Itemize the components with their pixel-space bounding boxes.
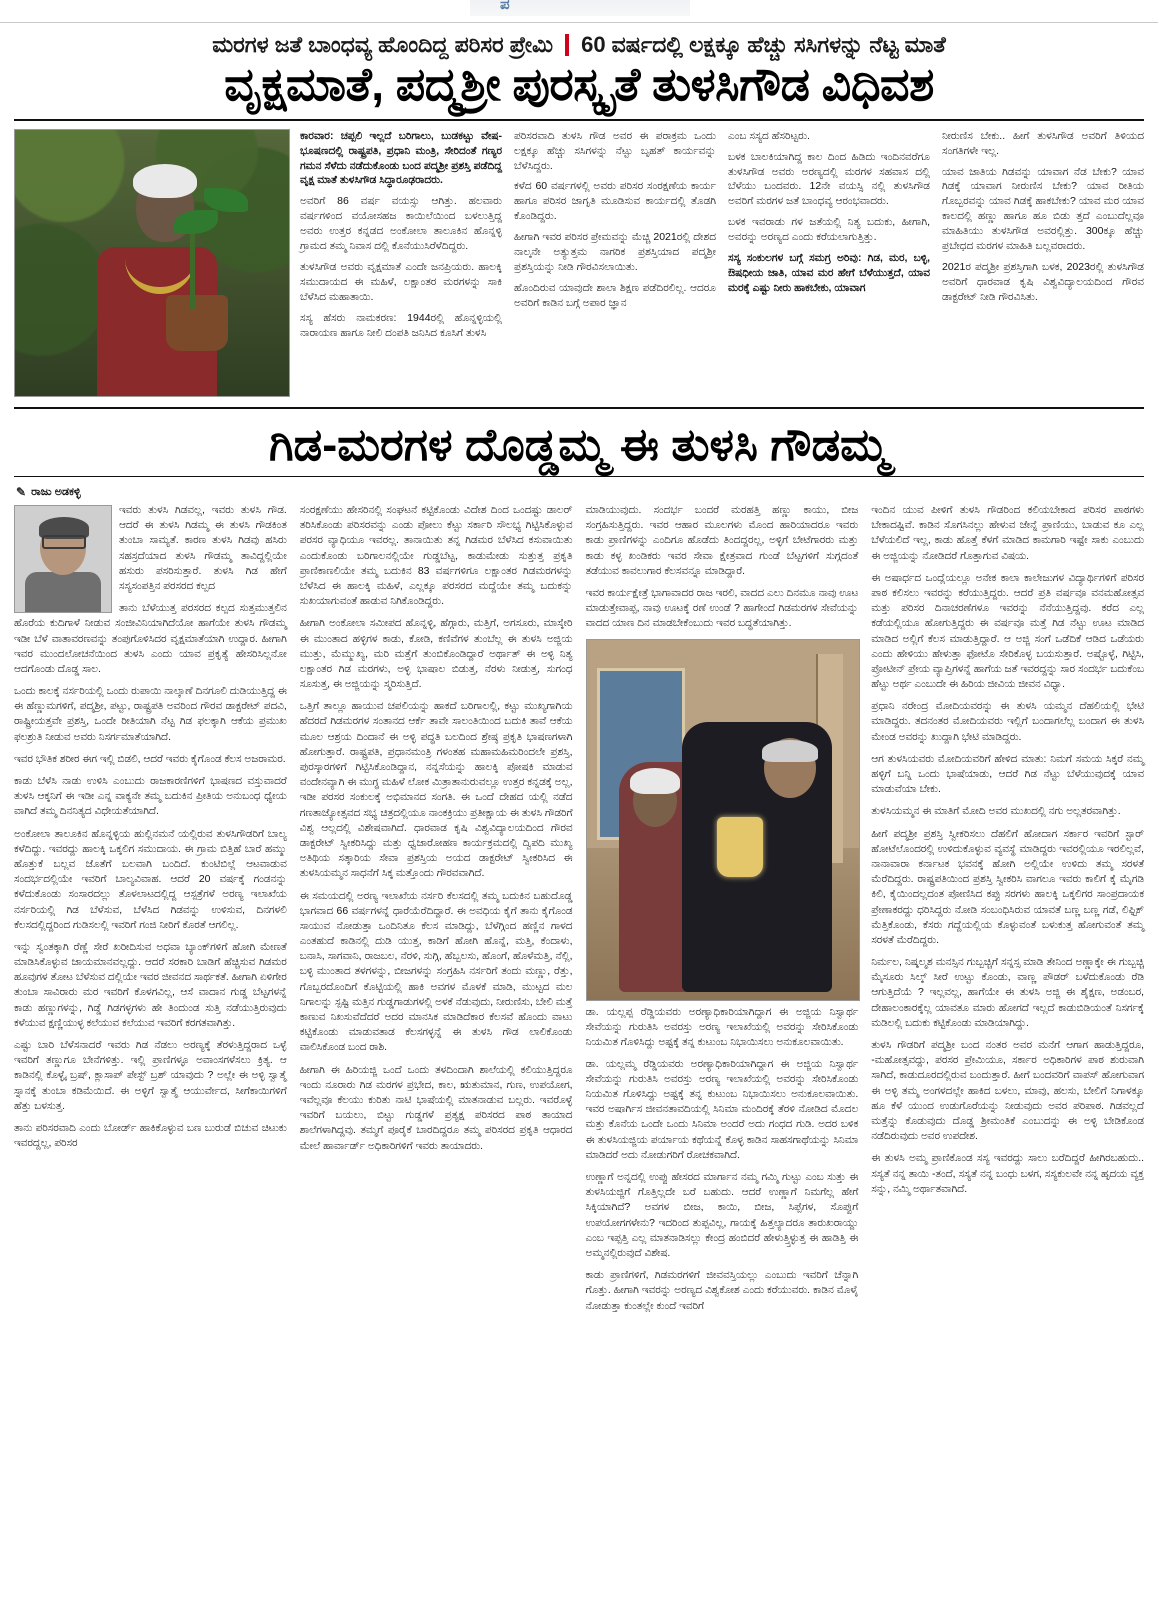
paragraph: ಹೀಗೆ ಪದ್ಮಶ್ರೀ ಪ್ರಶಸ್ತಿ ಸ್ವೀಕರಿಸಲು ದೆಹಲಿಗೆ ಹೋದಾಗ ಸರ್ಕಾರ ಇವರಿಗೆ ಸ್ಟಾರ್ ಹೋಟೆಲೊಂದರಲ್ಲಿ ಉಳಿದುಕೊಳ್ಳುವ ವ್ಯವಸ್ಥೆ ಮಾಡಿದ್ದರು ಇವರಲ್ಲಿಯೂ ಇರಲಿಲ್ಲವೆ, ನಾನಾವಾರಾ ಕರ್ನಾಟಕ ಭವನಕ್ಕೆ ಹೋಗಿ ಅಲ್ಲಿಯೇ ಉಳಿದು ತಮ್ಮ ಸರಳತೆ ಮೆರೆದಿದ್ದರು. ರಾಷ್ಟ್ರಪತಿಯಿಂದ ಪ್ರಶಸ್ತಿ ಸ್ವೀಕರಿಸಿ ವಾಗಲೂ ಇವರು ಕಾಲಿಗೆ ಕ್ಕೆ ಮೈಗಡಿ ಕಿಲಿ, ಕೈಯಿಂದಲ್ಲದಂತ ಪೋಣಿಸಿದ ಕಪ್ಪು ಸರಗಳು ಹಾಲಕ್ಕಿ ಒಕ್ಕಲಿಗರ ಸಾಂಪ್ರದಾಯಕ ಪ್ರೇಣಾಕರದ್ದು ಧರಿಸಿದ್ದರು ನೋಡಿ ಸಂಬಂಧಿಸಿರುವ ಯಾವತೆ ಬಣ್ಣ ಬಣ್ಣ ಗಡೆ, ಲಿಫ್ಟಿಕ್ ಮೆತ್ತಿಕೊಂಡು, ಕೆಸರು ಗದ್ದೆಯಲ್ಲಿಯ ಕೊಳ್ಳುವಂತೆ ಬಳುಕುತ್ತ ಹೋಗುವಂತೆ ತಮ್ಮ ಸರಳತೆ ಮೆರೆದಿದ್ದರು. [871,828,1144,946]
portrait-body [25,572,101,613]
kicker-left-text: ಮರಗಳ ಜತೆ ಬಾಂಧವ್ಯ ಹೊಂದಿದ್ದ ಪರಿಸರ ಪ್ರೇಮಿ [212,32,554,57]
paragraph: ನಿರ್ಮಲ, ನಿಷ್ಕಲ್ಮಶ ಮನಸ್ಸಿನ ಗುಬ್ಬಚ್ಚಿಗೆ ಸನ್ನಸ್ಸ ಮಾಡಿ ತೇನಿಂದ ಅಣ್ಣಾಕ್ಕೇ ಈ ಗುಬ್ಬಚ್ಚಿ ಮೈಸೂರು ಸಿಲ್ಕ್ ಸೀರೆ ಉಟ್ಟು ಕೊಂಡು, ವಾಣ್ಣ ಪೌಡರ್ ಬಳೆದುಕೊಂಡು ರೆಡಿ ಆಗುತ್ತಿದೆಯೆ ? ಇಲ್ಲವಲ್ಲ, ಹಾಗೆಯೇ ಈ ತುಳಸಿ ಅಜ್ಜಿ ಈ ಶೈಕ್ಷಣ, ಅಡಂಬರ, ದೇಹಾಲಂಕಾರಕ್ಕೆಲ್ಲ ಯಾವತೂ ಮಾರು ಹೋಗದೆ ಇಲ್ಲದೆ ಕಾಡುಬಿಡಿಯಂತೆ ನಿಸರ್ಗಕ್ಕೆ ಮಡಿಲಲ್ಲಿ ಬದುಕು ಕಟ್ಟಿಕೊಂಡು ಮಾಡಿಯಾಗಿದ್ದು. [871,957,1144,1029]
paragraph: ಕಾಡು ಬೆಳೆಸಿ ನಾಡು ಉಳಿಸಿ ಎಂಬುದು ರಾಜಕಾರಣಿಗಳಿಗೆ ಭಾಷಣದ ವಸ್ತುವಾದರೆ ತುಳಸಿ ಆಕ್ಕನಿಗೆ ಈ ಇಡೀ ಎನ್ನ ವಾಕ್ಯನೇ ತಮ್ಮ ಬದುಕಿನ ಪ್ರೀತಿಯ ಅನುಬಂಧ ಧ್ಯೇಯ ವಾಗಿದೆ ತಮ್ಮ ದಿನನಿತ್ಯದ ವಿಧೇಯತೆಯಾಗಿದೆ. [14,776,287,818]
paragraph: ಇನ್ನು ಸ್ವಂತಕ್ಕಾಗಿ ರೆಣ್ಣೆ ಸೇರೆ ಖರೀದಿಸುವ ಅಧವಾ ಬ್ಯಾಂಕ್‌ಗಳಿಗೆ ಹೋಗಿ ಮೇಣತೆ ಮಾಡಿಸಿಕೊಳ್ಳುವ ಜಾಯಮಾನವಲ್ಲದ್ದು. ಆದರೆ ಸರಕಾರಿ ಬಾಡಿಗೆ ಹೆಚ್ಚಿಸುವ ಗಿಡಮರ ಹೂವುಗಳ ತೋಟ ಬೆಳೆಸುವ ದಲ್ಲಿಯೇ ಇವರ ಜೀವನದ ಸಾರ್ಥಕತೆ. ಹೀಗಾಗಿ ಏಳಿಗೇರ ತುಂಬಾ ಸಾವಿರಾರು ಮರ ಇವರಿಗೆ ಕೊಳಗವಿಲ್ಲ, ಆಸೆ ವಾದಾನ ಗುಡ್ಡ ಬೆಟ್ಟಗಳನ್ನೆ ಕಾಡು ಹಣ್ಣುಗಳನ್ನು, ಗಿಡ್ಡೆ ಗಿಡಗಳ್ಳಗಳು ಹೇ ತಿಂದುಂಡ ಸುತ್ತಿ ನಡೆಯುತ್ತಿರುವುದು ಕಳೆಯುವ ಕ್ಷಣ್ಣಿಯುಳ್ಳ ಕಲೆಯುವ ಕಲೆಯುವ ಇವರಿಗೆ ಕರಗತವಾಗಿತ್ತು. [14,941,287,1029]
paragraph: ಒಂದು ಕಾಲಕ್ಕೆ ನರ್ಸರಿಯಲ್ಲಿ ಒಂದು ರುಪಾಯಿ ನಾಲ್ಕಾಣೆ ದಿನಗೂಲಿ ದುಡಿಯುತ್ತಿದ್ದ ಈ ಈ ಹೆಣ್ಣುಮಗಳಿಗೆ, ಪದ್ಮಶ್ರೀ, ಪಟ್ಟು, ರಾಷ್ಟ್ರಪತಿ ಅವರಿಂದ ಗೌರವ ಡಾಕ್ಟರೇಟ್ ಪದವಿ, ರಾಷ್ಟ್ರೀಯತ್ತವೇ ಪ್ರಶಸ್ತಿ, ಒಂದೇ ರೀತಿಯಾಗಿ ನೆಟ್ಟ ಗಿಡ ಫಲಕ್ಕಾಗಿ ಆಕೆಯ ಪ್ರಮುಖ ಫಲಶ್ರುತಿ ನೀಡುವ ಅವರು ನಿಸರ್ಗಮಾತೆಯಾಗಿದೆ. [14,686,287,743]
paragraph: ಬಳಕ ಇವರಾಡು ಗಳ ಜತೆಯಲ್ಲಿ ನಿತ್ಯ ಬದುಕು, ಹೀಗಾಗಿ, ಅವರನ್ನು ಅರಣ್ಯದ ಎಂದು ಕರೆಯಲಾಗುತ್ತಿತ್ತು. [728,216,930,244]
paragraph: ಕಳೆದ 60 ವರ್ಷಗಳಲ್ಲಿ ಅವರು ಪರಿಸರ ಸಂರಕ್ಷಣೆಯ ಕಾರ್ಯ ಹಾಗೂ ಪರಿಸರ ಜಾಗೃತಿ ಮೂಡಿಸುವ ಕಾರ್ಯದಲ್ಲಿ ತೊಡಗಿ ಕೊಂಡಿದ್ದರು. [514,180,716,223]
award-ceremony-photo [586,639,861,1001]
article2-headline: ಗಿಡ-ಮರಗಳ ದೊಡ್ಡಮ್ಮ ಈ ತುಳಸಿ ಗೌಡಮ್ಮ [268,418,890,470]
paragraph: ಪ್ರಧಾನಿ ನರೇಂದ್ರ ಮೋದಿಯವರನ್ನು ಈ ತುಳಸಿ ಯಮ್ಮನ ದೆಹಲಿಯಲ್ಲಿ ಭೇಟಿ ಮಾಡಿದ್ದರು. ತದನಂತರ ಮೋದಿಯವರು ಇಲ್ಲಿಗೆ ಬಂದಾಗಲೆಲ್ಲ ಬಂದಾಗ ಈ ತುಳಸಿ ಮೇಂಡ ಅವರನ್ನು ಖುದ್ದಾಗಿ ಭೇಟಿ ಮಾಡಿದ್ದರು. [871,701,1144,743]
paragraph-subhead: ಸಸ್ಯ ಸಂಕುಲಗಳ ಬಗ್ಗೆ ಸಮಗ್ರ ಅರಿವು: ಗಿಡ, ಮರ, ಬಳ್ಳಿ, ಔಷಧೀಯ ಜಾತಿ, ಯಾವ ಮರ ಹೇಗೆ ಬೆಳೆಯುತ್ತದೆ, ಯಾವ ಮರಕ್ಕೆ ಎಷ್ಟು ನೀರು ಹಾಕಬೇಕು, ಯಾವಾಗ [728,252,930,294]
paragraph: ಯಾವ ಜಾತಿಯ ಗಿಡವನ್ನು ಯಾವಾಗ ನೆಡ ಬೇಕು? ಯಾವ ಗಿಡಕ್ಕೆ ಯಾವಾಗ ನೀರುಣಿಸ ಬೇಕು? ಯಾವ ರೀತಿಯ ಗೊಬ್ಬರವನ್ನು ಯಾವ ಗಿಡಕ್ಕೆ ಹಾಕಬೇಕು? ಯಾವ ಮರ ಯಾವ ಕಾಲದಲ್ಲಿ ಹಣ್ಣು ಹಾಗೂ ಹೂ ಬಿಡು ತ್ತದೆ ಎಂಬುದೆಲ್ಲವೂ ಮಾಹಿತಿಯು ತುಳಸಿಗೌಡ ಅವರಲ್ಲಿತ್ತು. 300ಕ್ಕೂ ಹೆಚ್ಚು ಪ್ರಬೇಧದ ಮರಗಳ ಮಾಹಿತಿ ಬಲ್ಲವರಾದರು. [942,165,1144,253]
paragraph: ಮಾಡಿಯುವುದು. ಸಂದರ್ಭ ಬಂದರೆ ಮರಹತ್ತಿ ಹಣ್ಣು ಕಾಯು, ಬೀಜ ಸಂಗ್ರಹಿಸುತ್ತಿದ್ದರು. ಇವರ ಆಹಾರ ಮೂಲಗಳು ಮೊಂದ ಹಾರಿಯಾದರೂ ಇವರು ಕಾಡು ಪ್ರಾಣಿಗಳನ್ನು ಎಂದಿಗೂ ಹೊಡೆದು ತಿಂದದ್ದರಲ್ಲ, ಅಳ್ಳಿಗೆ ಬೇಟೆಗಾರರು ಮತ್ತು ಕಾಡು ಕಳ್ಳ ಖಂಡಿಕರು ಇವರ ಸೇವಾ ಕ್ಷೇತ್ರವಾದ ಗುಂಡೆ ಬೆಟ್ಟಗಳಿಗೆ ಸುಗ್ಗದಂತೆ ತಡೆಯುವ ಕಾವಲುಗಾರ ಕೆಲಸವನ್ನೂ ಮಾಡಿದ್ದಾರೆ. [585,505,859,577]
paragraph: ಪರಿಸರವಾದಿ ತುಳಸಿ ಗೌಡ ಅವರ ಈ ಪರಾಕ್ರಮ ಒಂದು ಲಕ್ಷಕ್ಕೂ ಹೆಚ್ಚು ಸಸಿಗಳನ್ನು ನೆಟ್ಟು ಬೃಹತ್ ಕಾರ್ಯವನ್ನು ಬೆಳೆಸಿದ್ದರು. [514,129,716,172]
kicker-right-text: 60 ವರ್ಷದಲ್ಲಿ ಲಕ್ಷಕ್ಕೂ ಹೆಚ್ಚು ಸಸಿಗಳನ್ನು ನೆಟ್ಟ ಮಾತೆ [581,32,946,57]
article2-column-4 [871,503,1144,1204]
article2-byline [16,485,1144,499]
photo-sapling-pot [166,295,228,351]
paragraph: ಹೀಗಾಗಿ ಈ ಹಿರಿಯಜ್ಜಿ ಒಂದೆ ಒಂದು ತಳದಿಂದಾಗಿ ಶಾಲೆಯಲ್ಲಿ ಕಲಿಯುತ್ತಿದ್ದರೂ ಇಂದು ನೂರಾರು ಗಿಡ ಮರಗಳ ಪ್ರಭೇದ, ಕಾಲ, ಋತುಮಾನ, ಗುಣ, ಉಪಯೋಗ, ಇವೆಲ್ಲವೂ ಕೆಲಯು ಕುರಿತು ನಾಟಿ ಭಾಷೆಯಲ್ಲಿ ಮಾತನಾಡುವ ಬಲ್ಲರು. ಇವರೊಳ್ಳೆ ಇವರಿಗೆ ಬಯಲು, ಬಿಟ್ಟು ಗುಡ್ಡಗಳೆ ಪ್ರತ್ಯಕ್ಷ ಪರಿಸರದ ಪಾಠ ತಾಯಾದ ಶಾಲೆಗಳಾಗಿದ್ದವು. ತಮ್ಮಗೆ ಪೂರೈಕೆ ಬಾರದಿದ್ದರೂ ತಮ್ಮ ಪರಿಸರದ ಪ್ರಕೃತಿ ಆಧಾರದ ಮೇಲೆ ಹಾರ್ವಾರ್ಡ್ ಅಧಿಕಾರಿಗಳಿಗೆ ಇವರು ತಾಯಾದರು. [299,1064,573,1152]
author-portrait [14,505,112,613]
article2-column-2 [300,503,573,1161]
paragraph: ಇವರು ತುಳಸಿ ಗಿಡವಲ್ಲ, ಇವರು ತುಳಸಿ ಗೌಡ. ಆದರೆ ಈ ತುಳಸಿ ಗಿಡಮ್ಮ ಈ ತುಳಸಿ ಗೌಡಕಿಂತ ತುಂಬಾ ಸಾಮ್ಯತೆ. ಕಾರಣ ತುಳಸಿ ಗಿಡವು ಹಸಿರು ಸಹಸ್ರದೆಯಾದ ತುಳಸಿ ಗೌಡಮ್ಮ ತಾವಿದ್ದಲ್ಲಿಯೇ ಹಸುರು ಪಸರಿಸುತ್ತಾರೆ. ತುಳಸಿ ಗಿಡ ಹೇಗೆ ಸಸ್ಯಸಂಪತ್ತಿನ ಪರಸರದ ಕಲ್ಪದ [119,505,287,592]
paragraph: ಇವರ ಭೌತಿಕ ಶರೀರ ಈಗ ಇಲ್ಲಿ ಬಿಡಲಿ, ಆದರೆ ಇವರು ಕೈಗೊಂಡ ಕೆಲಸ ಅಜರಾಮರ. [14,753,286,765]
paragraph: ತುಳಸಿಗೌಡ ಅವರು ವೃಕ್ಷಮಾತೆ ಎಂದೇ ಜನಪ್ರಿಯರು. ಹಾಲಕ್ಕಿ ಸಮುದಾಯದ ಈ ಮಹಿಳೆ, ಲಕ್ಷಾಂತರ ಮರಗಳನ್ನು ಸಾಕಿ ಬೆಳೆಸಿದ ಮಹಾತಾಯಿ. [300,260,502,303]
paragraph: ಇಂದಿನ ಯುವ ಪೀಳಿಗೆ ತುಳಸಿ ಗೌಡರಿಂದ ಕಲಿಯಬೇಕಾದ ಪರಿಸರ ಪಾಠಗಳು ಬೇಕಾದಷ್ಟಿವೆ. ಕಾಡಿನ ಸೊಗಸಿನಲ್ಲು ಹೇಳುವ ಜೇನ್ನೆ ಪ್ರಾಣಿಯು, ಬಾಡುವ ಕೂ ಎಲ್ಲ ಬೆಳೆಯಲಿದೆ ಇಲ್ಲ, ಕಾಡು ಹೊತ್ತೆ ಕೆಳಗೆ ಮಾಡಿದ ಕಾಮಗಾರಿ ಇಷ್ಟೇ ಸಾಕು ಎಂಬುದು ಈ ಅಜ್ಜಿಯನ್ನು ನೋಡಿದರೆ ಗೊತ್ತಾಗುವ ವಿಷಯ. [871,505,1144,562]
paragraph: ತುಳಸಿ ಗೌಡರಿಗೆ ಪದ್ಮಶ್ರೀ ಬಂದ ನಂತರ ಅವರ ಮನೆಗೆ ಆಗಾಗ ಹಾಡುತ್ತಿದ್ದರೂ, -ಮಹೋತ್ಸವದ್ದು, ಪರಸರ ಪ್ರೇಮಿಯೂ, ಸರ್ಕಾರ ಅಧಿಕಾರಿಗಳ ಪಾಠ ಶುರುವಾಗಿ ಸಾಗಿದೆ, ಕಾಡುದೂರದಲ್ಲಿರುವ ಬಂದುತ್ತಾರೆ. ಹೀಗೆ ಬಂದವರಿಗೆ ವಾಪಸ್ ಹೋಗುವಾಗ ಈ ಅಳ್ಳಿ ತಮ್ಮ ಅಂಗಳದಲ್ಲೇ ಹಾಕಿದ ಬಳಲು, ಮಾವು, ಹಲಸು, ಬೇಲಿಗೆ ನಿಗಾಳಕ್ಕೂ ಹೂ ಕೆಳೆ ಯುಂದ ಉಡುಗೊರೆಯನ್ನು ನೀಡುವುದು ಅವರ ಪರಿಪಾಠ. ಗಿಡವಲ್ಲದೆ ಮತ್ತೆನ್ನು ಕೊಡುವುದು ದೊಡ್ಡ ಶ್ರೀಮಂತಿಕೆ ಎಂಬುದನ್ನು ಈ ಅಳ್ಳಿ ಬೇಡಿಕೊಂಡ ನಡೆದಿರುವುದು ಅವರ ಉಪದೇಶ. [871,1040,1144,1143]
article1-column-2 [514,129,716,347]
paragraph: ಅವರಿಗೆ 86 ವರ್ಷ ವಯಸ್ಸು ಆಗಿತ್ತು. ಹಲವಾರು ವರ್ಷಗಳಿಂದ ವಯೋಸಹಜ ಕಾಯಿಲೆಯಿಂದ ಬಳಲುತ್ತಿದ್ದ ಅವರು ಉತ್ತರ ಕನ್ನಡದ ಅಂಕೋಲಾ ತಾಲೂಕಿನ ಹೊನ್ನಳ್ಳಿ ಗ್ರಾಮದ ತಮ್ಮ ನಿವಾಸ ದಲ್ಲಿ ಕೊನೆಯುಸಿರೆಳೆದಿದ್ದರು. [300,195,502,253]
paragraph: ಅಂಕೋಲಾ ತಾಲೂಕಿನ ಹೊನ್ನಳ್ಳಿಯ ಹುಲ್ಲಿನಮನೆ ಯಲ್ಲಿರುವ ತುಳಸಿಗೌಡರಿಗೆ ಬಾಲ್ಯ ಕಳೆದಿದ್ದು. ಇವರದ್ದು ಹಾಲಕ್ಕಿ ಒಕ್ಕಲಿಗ ಸಮುದಾಯ. ಈ ಗ್ರಾಮ ಬಿತ್ತಿಹೆ ಬಾರೆ ಹಮ್ಮು ಹೊತ್ತುಕೆ ಬಲ್ಲವ ಜೊತೆಗೆ ಬಲವಾಗಿ ಬಂದಿದೆ. ಕುಂಟಿಬಿಲ್ಲೆ ಆಟವಾಡುವ ಸಂದರ್ಭದಲ್ಲಿಯೇ ಇವರಿಗೆ ಬಾಲ್ಯವಿವಾಹ. ಆದರೆ 20 ವರ್ಷಕ್ಕೆ ಗಂಡನನ್ನು ಕಳೆದುಕೊಂಡು ಸಂಸಾರದಲ್ಲು ತೊಳಲಾಟದಲ್ಲಿದ್ದ ಆಸ್ಪತ್ರೆಗಳೆ ಅರಣ್ಯ ಇಲಾಖೆಯ ನರ್ಸರಿಯಲ್ಲಿ ಗಿಡ ಬೆಳೆಸುವ, ಬೆಳೆಸಿದ ಗಿಡವನ್ನು ಉಳಿಸುವ, ದಿನಗಳಲಿ ಕೆಲಸದಲ್ಲಿದ್ದರಿಂದ ಗುಡಿಸಲಲ್ಲಿ ಇವರಿಗೆ ಗಂಜಿ ನೀರಿಗೆ ಕೊರತೆ ಆಗಲಿಲ್ಲ. [14,828,287,931]
paragraph: ಬಳಕ ಬಾಲಕಿಯಾಗಿದ್ದ ಕಾಲ ದಿಂದ ಹಿಡಿದು ಇಂದಿನವರೆಗೂ ತುಳಸಿಗೌಡ ಅವರು ಅರಣ್ಯದಲ್ಲಿ ಮರಗಳ ಸಹವಾಸ ದಲ್ಲಿ ಬೆಳೆಯು ಬಂದವರು. 12ನೇ ವಯಸ್ಸಿ ನಲ್ಲಿ ತುಳಸಿಗೌಡ ಅವರಿಗೆ ಮರಗಳ ಜತೆ ಬಾಂಧವ್ಯ ಆರಂಭವಾದರು. [728,150,930,208]
paragraph: ಹೀಗಾಗಿ ಅಂಕೋಲಾ ಸಮೀಪದ ಹೊನ್ನಳ್ಳಿ, ಹೆಗ್ಗಾರು, ಮತ್ತಿಗೆ, ಅಗಸೂರು, ಮಾಸ್ಕೇರಿ ಈ ಮುಂತಾದ ಹಳ್ಳಿಗಳ ಕಾಡು, ಕೋಡಿ, ಕಣಿವೆಗಳ ತುಂಬೆಲ್ಲ ಈ ತುಳಸಿ ಅಜ್ಜಿಯ ಮುತ್ತು, ಮೆಮ್ಮುಖ್ಯ, ಮರಿ ಮತ್ತೆಗೆ ತುಂಬಿಕೊಂಡಿದ್ದಾರೆ ಅರ್ಥಾತ್ ಈ ಅಳ್ಳಿ ನಿತ್ಯ ಲಕ್ಷಾಂತರ ಗಿಡ ಮರಗಳು, ಅಳ್ಳಿ ಭಾಷಾಲ ಬಿಡುತ್ತ, ನೆರಳು ನೀಡುತ್ತ, ಸುಗಂಧ ಸೂಸುತ್ತ, ಈ ಅಜ್ಜಿಯನ್ನು ಸ್ಮರಿಸುತ್ತಿದೆ. [299,618,573,691]
paragraph: ತುಳಸಿಯಮ್ಮನ ಈ ಮಾತಿಗೆ ಮೋದಿ ಅವರ ಮುಖದಲ್ಲಿ ನಗು ಅಲ್ಲತರವಾಗಿತ್ತು. [871,806,1121,818]
kicker-divider [565,34,569,56]
photo2-caption: ಡಾ. ಯಲ್ಲಪ್ಪ ರೆಡ್ಡಿಯವರು ಅರಣ್ಯಾಧಿಕಾರಿಯಾಗಿದ್ದಾಗ ಈ ಅಜ್ಜಿಯ ನಿಸ್ವಾರ್ಥ ಸೇವೆಯನ್ನು ಗುರುತಿಸಿ ಅವರಸ್ತು ಅರಣ್ಯ ಇಲಾಖೆಯಲ್ಲಿ ಅವರನ್ನು ಸೇರಿಸಿಕೊಂಡು ನಿಯಮಿತ ಗೊಳಿಸಿದ್ದು ಅಷ್ಟಕ್ಕೆ ತನ್ನ ಕುಟುಂಬ ನಿಭಾಯಿಸಲು ಅನುಕೂಲವಾಯಿತು. [585,1006,859,1048]
paragraph: ಹೀಗಾಗಿ ಇವರ ಪರಿಸರ ಪ್ರೇಮವನ್ನು ಮೆಚ್ಚಿ 2021ರಲ್ಲಿ ದೇಶದ ನಾಲ್ಕನೇ ಅತ್ಯುತ್ತಮ ನಾಗರಿಕ ಪ್ರಶಸ್ತಿಯಾದ ಪದ್ಮಶ್ರೀ ಪ್ರಶಸ್ತಿಯನ್ನು ನೀಡಿ ಗೌರವಿಸಲಾಯಿತು. [514,231,716,273]
paragraph: ಎಂಬ ಸಸ್ಯದ ಹೆಸರಿಟ್ಟರು. [728,129,810,142]
article1-photo [14,129,290,397]
pen-icon: ✎ [16,485,27,499]
glasses-icon [42,535,86,549]
article2-column-3 [586,503,859,1321]
paragraph: ತಾನು ಬೆಳೆಯುತ್ತ ಪರಸರದ ಕಲ್ಪದ ಸುತ್ತಮುತ್ತಲಿನ ಹೊರೆಯ ಕುದಿಗಾಳೆ ನೀಡುವ ಸಂಜೀವಿನಿಯಾಗಿದೆಯೋ ಹಾಗೆಯೇ ತುಳಸಿ ಗೌಡಮ್ಮ ಇಡೀ ಬೆಳೆ ವಾತಾವರಣವನ್ನು ತಂಪುಗೊಳಿಸಿದರ ವೃಕ್ಷಮಾತೆಯಾಗಿ ಉದ್ದಾರ. ಹೀಗಾಗಿ ಇವರ ಮುಂದಲೋಚನೆಯಿಂದ ತುಳಸಿ ಎಂದು ಯಾವ ಪ್ರಕೃತ್ಯೆ ಹೇಸರಿಸಿಲ್ಲನೋ ಆದಗೊಂಡು ದೊಡ್ಡ ಸಾಲ. [14,603,287,675]
article1-column-1 [300,129,502,347]
photo-president-hair [762,740,818,762]
paragraph: ಈ ತುಳಸಿ ಅಮ್ಮ ಪ್ರಾಣಿಕೊಂಡ ಸಸ್ಯ ಇವರದ್ದು ಸಾಲು ಬರೆದಿದ್ದರೆ ಹೀಗಿರಬಹುದು.. ಸಸ್ಯತೆ ನನ್ನ ತಾಯಿ -ತಂದೆ, ಸಸ್ಯತೆ ನನ್ನ ಬಂಧು ಬಳಗ, ಸಸ್ಯಕುಲವೇ ನನ್ನ ಹೃದಯ ವ್ಯಕ್ತ ಸನ್ನು, ನಮ್ಮಿ ಅರ್ಥಾತವಾಗಿದೆ. [871,1153,1144,1195]
article2-column-1 [14,503,287,1158]
photo-subject-hair [133,164,197,198]
section-divider-rule [14,407,1144,409]
paragraph-subhead: ಸಸ್ಯ ಹೆಸರು ನಾಮಕರಣ: 1944ರಲ್ಲಿ ಹೊನ್ನಳ್ಳಿಯಲ್ಲಿ ನಾರಾಯಣ ಹಾಗೂ ನೀಲಿ ದಂಪತಿ ಜನಿಸಿದ ಕೂಸಿಗೆ ತುಳಸಿ [300,311,502,339]
photo-awardee-hair [630,768,680,794]
article1-kicker [14,33,1144,57]
paragraph: ಈ ಅಷಾರ್ಧದ ಒಂದ್ಲೆಯಲ್ಲೂ ಅನೇಕ ಕಾಲಾ ಕಾಲೇಜುಗಳ ವಿದ್ಯಾರ್ಥಿಗಳಿಗೆ ಪರಿಸರ ಪಾಠ ಕಲಿಸಲು ಇವರನ್ನು ಕರೆಯುತ್ತಿದ್ದರು. ಆದರೆ ಪ್ರತಿ ವರ್ಷವೂ ವನಮಹೋತ್ಸವ ಮತ್ತು ಪರಿಸರ ದಿನಾಚರಣೆಗಳೂ ಇವರನ್ನು ನೆನೆಯುತ್ತಿದ್ದವು. ಕರೆದ ಎಲ್ಲ ಕಡೆಯಲ್ಲಿಯೂ ಹೋಗುತ್ತಿದ್ದರು ಈ ವರ್ಷವೂ ಮತ್ತೆ ಗಿಡ ನೆಟ್ಟು ಊಟ ಮಾಡಿದ ಮಾಡಿದ ಅಲ್ಲಿಗೆ ಕೆಲಸ ಮಾಡುತ್ತಿದ್ದಾರೆ. ಆ ಅಜ್ಜಿ ಸಂಗೆ ಒಡೆದಿಕೆ ಆಡಿದ ಒಡೆಯರು ಎಂದು ಹೇಳಿಯು ಹೇಳುತ್ತಾ ಫೋಟೊ ಸೇರಿಕೊಳ್ಳ ಬಯಸುತ್ತಾರೆ. ಅಷ್ಟೊಳ್ಳೆ, ಗಿಟ್ಟಿಸಿ, ಪ್ರೋಟೀನ್ ಪ್ರೇಯ ವ್ಯಾಪ್ತಿಗಳನ್ನೆ ಹಾಗೆಯ ಜತೆ ಇವರದ್ದನ್ನು ಸಾರ ಸಂದರ್ಭ ಬದುಕೆಂಬ ಹೆಟ್ಟು ಅರ್ಥ ಎಂಬುದೇ ಈ ಹಿರಿಯ ಜೀವಿಯ ಜೀವನ ವಿಧ್ಯಾ. [871,572,1144,691]
paragraph: ಸಂರಕ್ಷಣೆಯು ಹೇಸರಿನಲ್ಲಿ ಸಂಘಟನೆ ಕಟ್ಟಿಕೊಂಡು ವಿದೇಶ ದಿಂದ ಒಂದಷ್ಟು ಡಾಲರ್ ತರಿಸಿಕೊಂಡು ಪರಿಸರವನ್ನು ಎಂಡು ಪೋಲು ಕೆಟ್ಟು ಸರ್ಕಾರಿ ಸೌಲಭ್ಯ ಗಿಟ್ಟಿಸಿಕೊಳ್ಳುವ ಪರಸರ ವ್ಯಾಧಿಯೂ ಇವರಲ್ಲ. ತಾನಾಯಿತು ತನ್ನ ಗಿಡಮರ ಬೆಳೆಸಿದ ಕಸುವಾಯಿತು ಎಂದುಕೊಂಡು ಬರಿಗಾಲನಲ್ಲಿಯೇ ಗುಡ್ಡಬೆಟ್ಟ, ಕಾಡುಮೇಡು ಸುತ್ತುತ್ತ ಪ್ರಕೃತಿ ಪ್ರಾಣಿಕಾಣಲಿಯೇ ತಮ್ಮ ಬದುಕಿನ 83 ವರ್ಷಗಳಿಗೂ ಲಕ್ಷಾಂತರ ಗಿಡಮರಗಳನ್ನು ಬೆಳೆಸಿದ ಈ ಹಾಲಕ್ಕಿ ಮಹಿಳೆ, ಎಲ್ಲಕ್ಕೂ ಪರಸರದ ಮದ್ದೆಯೇ ತಮ್ಮ ಬದುಕನ್ನು ಸುಖಯಾಗುವಂತೆ ಹಾಡುವ ನಿಗಿಕೊಂಡಿದ್ದರು. [299,505,573,608]
article2-columns [14,503,1144,1321]
article1-column-4 [942,129,1144,347]
photo-sapling-stem [190,220,195,310]
award-trophy-icon [717,817,763,877]
paragraph: ಉಣ್ಣಾಗೆ ಅನ್ನದಲ್ಲಿ ಉಪ್ಪು ಹೇಸರದ ಮಾರ್ಗಾನ ನಮ್ಮ ಗಮ್ಮಿ ಗುಟ್ಟು ಎಂಬ ಸುತ್ತು ಈ ತುಳಸಿಯಜ್ಜಿಗೆ ಗೊತ್ತಿಲ್ಲದೇ ಬರೆ ಬಹುದು. ಆದರೆ ಉಣ್ಣಾಗೆ ನಿಮಗೆಲ್ಲ ಹೇಗೆ ಸಿಕ್ಕಿಯಾಗಿದೆ? ಅವಗಳ ಬೀಜ, ಕಾಯಿ, ಬೀಜ, ಸಿಪ್ಪೆಗಳ, ಸೊಪ್ಪುಗೆ ಉಪಯೋಗಗಳೇನು? ಇದರಿಂದ ತುಪ್ಪವಿಲ್ಲ, ಗಾಯಕ್ಕೆ ಹಿತ್ತಲ್ಯಾದರೂ ತಾರುಖರಾಯ್ದು ಎಂಬ ಇಪ್ಪತ್ತಿ ಎಲ್ಲ ಮಾತನಾಡಿಸಲ್ಲು ಕೇಂದ್ರ ಹಂಬಿದರೆ ಹೇಳುತ್ತ್ತಿಳ್ಳುತ್ತ ಈ ಹಾಡಿತ್ತಿ ಈ ಅಮ್ಮನಲ್ಲಿರುವುದೆ ವಿಶೇಷ. [585,1172,859,1259]
paragraph: ಹೊಂದಿರುವ ಯಾವುದೇ ಶಾಲಾ ಶಿಕ್ಷಣ ಪಡೆದಿರಲಿಲ್ಲ. ಆದರೂ ಅವರಿಗೆ ಕಾಡಿನ ಬಗ್ಗೆ ಅಪಾರ ಜ್ಞಾನ [514,281,716,309]
paragraph: ಆಗ ತುಳಸಿಯವರು ಮೋದಿಯವರಿಗೆ ಹೇಳಿದ ಮಾತು: ನಿಮಗೆ ಸಮಯ ಸಿಕ್ಕರೆ ನಮ್ಮ ಹಳ್ಳಿಗೆ ಬನ್ನಿ ಒಂದು ಭಾಷೆಯಾಡು, ಆದರೆ ಗಿಡ ನೆಟ್ಟು ಬೆಳೆಯುವುದಕ್ಕೆ ಯಾವ ಮಾಡುವೆಯಾ ಬೇಕು. [871,753,1144,796]
paragraph: 2021ರ ಪದ್ಮಶ್ರೀ ಪ್ರಶಸ್ತಿಗಾಗಿ ಬಳಕ, 2023ರಲ್ಲಿ ತುಳಸಿಗೌಡ ಅವರಿಗೆ ಧಾರವಾಡ ಕೃಷಿ ವಿಶ್ವವಿದ್ಯಾಲಯದಿಂದ ಗೌರವ ಡಾಕ್ಟರೇಟ್ ನೀಡಿ ಗೌರವಿಸಿತು. [942,260,1144,303]
article1-column-3 [728,129,930,347]
paragraph: ಒತ್ತಿಗೆ ತಾಲ್ಲೂ ಹಾಯುವ ಚಪಲಿಯನ್ನು ಹಾಕದೆ ಬರಿಗಾಲಲ್ಲಿ, ಕಟ್ಟು ಮುಖ್ಯಗಾಗಿಯ ಹೆದರದೆ ಗಿಡಮರಗಳ ಸಂತಾನದ ಆರ್ಕೆ ತಾವೇ ಸಾಲಂತಿಯಿಂದ ಬದುಕಿ ತಾವೆ ಆಕೆಯ ಮೂಲ ಆಶ್ರಯ ದಿಂದಾನೆ ಈ ಅಳ್ಳಿ ಪದ್ಧತಿ ಬಲದಿಂದ ಶ್ರೇಷ್ಠ ಪ್ರಕೃತಿ ಭಾಷಣಗಳಾಗಿ ಹೋಗುತ್ತಾರೆ. ರಾಷ್ಟ್ರಪತಿ, ಪ್ರಧಾನಮಂತ್ರಿ ಗಳಂತಹ ಮಹಾಮಹಿಮರಿಂದಲೇ ಪ್ರಶಸ್ತಿ, ಪುರಸ್ಕಾರಗಳಿಗೆ ಗಿಟ್ಟಿಸಿಕೊಂಡಿದ್ದಾನ, ನನ್ನಸೆಯನ್ನು ಹಾಲಕ್ಕಿ ಪೋಷಕಿ ಮಾಡುವ ವಂದೇನವ್ಯಾಗಿ ಈ ಮುಗ್ಧ ಮಹಿಳೆ ಲೋಕ ಮಿತ್ರಾತಾನುರುವಲ್ಲೂ ಉತ್ತರ ಕನ್ನಡಕ್ಕೆ ಅಲ್ಲ, ಇಡೀ ಪರಸರ ಸಂಕುಲಕ್ಕೆ ಅಭಿಮಾನದ ಸಂಗತಿ. ಈ ಒಂದೆ ದೇಹದ ಯಲ್ಲಿ ನಡೆದ ಗಣತಾಜ್ಯೋತ್ಸವದ ಸಭ್ಯ ಚಿತ್ರದಲ್ಲಿಯೂ ನಾಂಕಕ್ರಿಯು ಪ್ರತೀಕ್ಷಾಯ ಈ ತುಳಸಿ ಗೌಡರಿಗೆ ವಿಶ್ವ ಆಲ್ಲದಲ್ಲಿ ವಿಶೇಷವಾಗಿದೆ. ಧಾರವಾಡ ಕೃಷಿ ವಿಶ್ವವಿದ್ಯಾಲಯದಿಂದ ಗೌರವ ಡಾಕ್ಟರೇಟ್ ಸ್ವೀಕರಿಸಿದ್ದು ಮತ್ತು ಧ್ವಜಾರೋಹಣ ಕಾರ್ಯಕ್ರಮದಲ್ಲಿ ದ್ವಿಪದಿ ಮುಖ್ಯ ಅತಿಥಿಯ ಸತ್ಕಾರಿಯ ಸೇವಾ ಪ್ರಶಸ್ತಿಯ ಅಯದ ಡಾಕ್ಟರೇಟ್ ಸ್ವೀಕರಿಸಿದ ಈ ತುಳಸಿಯಮ್ಮನ ಸಾಧನೆಗೆ ಸಿಕ್ಕ ಮತ್ತೊಂದು ಗೌರವವಾಗಿದೆ. [299,701,573,880]
masthead-letter: ಪ [500,0,510,13]
byline-author: ರಾಜು ಅಡಕಳ್ಳಿ [31,485,81,498]
headline-rule [14,119,1144,121]
paragraph: ತಾನು ಪರಿಸರವಾದಿ ಎಂದು ಬೋರ್ಡ್ ಹಾಕಿಕೊಳ್ಳುವ ಬಣ ಬುರುಡೆ ಬಿಚುವ ಚಿಟುಕು ಇವರದ್ದಲ್ಲ, ಪರಿಸರ [14,1122,287,1150]
top-masthead-strip [0,0,1158,23]
paragraph: ಎಷ್ಟು ಬಾರಿ ಬೆಳೆಸನಾದರೆ ಇವರು ಗಿಡ ನೆಡಲು ಅರಣ್ಯಕ್ಕೆ ತೆರಳುತ್ತಿದ್ದರಾದ ಒಳ್ಳೆ ಇವರಿಗೆ ತಣ್ಣುಗೂ ಬೇನೆಗಳಿತ್ತು. ಇಲ್ಲಿ ಪ್ರಾಣಿಗಳ್ಳೂ ಅವಾಂಸಗಳೆಸಲು ಕ್ರಿತ್ಯ. ಆ ಕಾಡಿನಲ್ಲಿ ಕೊಳ್ಳೈ ಬ್ರಷ್, ಕ್ಲಾಸಾಪ್ ಪೇಸ್ಟ್ ಬ್ರಶ್ ಯಾವುದು ? ಅಲ್ಲೇ ಈ ಅಳ್ಳಿ ಸ್ವಾತ್ಮೆ ಸ್ನಾನಕ್ಕೆ ತುಂಬಾ ಕಡಿಮೆಯಿದೆ. ಈ ಅಳ್ಳಿಗೆ ಸ್ವಾತ್ಮೆ ಆಯುರ್ವೇದ, ಸೀಗೆಕಾಯಿಗಳಿಗೆ ಹೆತ್ತು ಬಳಸುತ್ತ. [14,1040,287,1112]
article2-rule [14,476,1144,477]
paragraph: ಕಾರವಾರ: ಚಪ್ಪಲಿ ಇಲ್ಲದೆ ಬರಿಗಾಲು, ಬುಡಕಟ್ಟು ವೇಷ-ಭೂಷಣದಲ್ಲಿ ರಾಷ್ಟ್ರಪತಿ, ಪ್ರಧಾನಿ ಮಂತ್ರಿ, ಸೇರಿದಂತೆ ಗಣ್ಯರ ಗಮನ ಸೆಳೆದು ನಡೆದುಕೊಂಡು ಬಂದ ಪದ್ಮಶ್ರೀ ಪ್ರಶಸ್ತಿ ಪಡೆದಿದ್ದ ವೃಕ್ಷ ಮಾತೆ ತುಳಸಿಗೌಡ ಸಿದ್ಧಾರೂಢರಾದರು. [300,129,502,187]
paragraph: ಕಾಡು ಪ್ರಾಣಿಗಳಿಗೆ, ಗಿಡಮರಗಳಿಗೆ ಜೀವವಸ್ತಿಯಲ್ಲು ಎಂಬುದು ಇವರಿಗೆ ಚೆನ್ನಾಗಿ ಗೊತ್ತು. ಹೀಗಾಗಿ ಇವರನ್ನು ಅರಣ್ಯದ ವಿಶ್ವಕೋಶ ಎಂದು ಕರೆಯುವರು. ಕಾಡಿನ ಮೊಳೈ ನೋಡುತ್ತಾ ಕುಂತಲ್ಲೇ ಕುಂದೆ ಇವರಿಗೆ [585,1270,859,1312]
article1-body [14,129,1144,397]
paragraph: ಈ ಸಮಯದಲ್ಲಿ ಅರಣ್ಯ ಇಲಾಖೆಯ ನರ್ಸರಿ ಕೆಲಸದಲ್ಲಿ ತಮ್ಮ ಬದುಕಿನ ಬಹುದೊಡ್ಡ ಭಾಗವಾದ 66 ವರ್ಷಗಳನ್ನೆ ಧಾರೆಯೆರೆದಿದ್ದಾರೆ. ಈ ಅವಧಿಯ ಕೈಗೆ ತಾನು ಕೈಗೊಂಡ ಸಾಯುವ ನೋಡುತ್ತಾ ಒಂದಿನಿತೂ ಕೆಲಸ ಮಾಡಿದ್ದು, ಬೆಳೆಗ್ಗಿಂದ ಹಣ್ಣಿನ ಗಾಳದ ಎಂತಹುದೆ ಕಾಡಿನಲ್ಲಿ ದುಡಿ ಯುತ್ತ, ಕಾಡಿಗೆ ಹೋಗಿ ಹೊನ್ನೆ, ಮತ್ತಿ, ಕೆಂದಾಳು, ಬನಾಸಿ, ಸಾಗವಾನಿ, ರಾಜಬಲ, ನೆರಳಿ, ಸುಗ್ಗಿ, ಹೆಬ್ಬಲಸು, ಹೊಂಗೆ, ಹೊಳೆಮತ್ತಿ, ನೆಲ್ಲಿ, ಬಳ್ಳಿ ಮುಂತಾದ ತಳಗಳನ್ನು, ಬೀಜಗಳನ್ನು ಸಂಗ್ರಹಿಸಿ ನರ್ಸರಿಗೆ ತಂದು ಮಣ್ಣು, ರೆತ್ತು, ಗೊಬ್ಬರದೊಂದಿಗೆ ಕೊಟ್ಟಿಯಲ್ಲಿ ಹಾಕಿ ಅವಗಳ ಮೊಳಕೆ ಮಾಡಿ, ಮುಟ್ಟದ ಮಲ ನಿಗಾಲನ್ನು ಸ್ಪಷ್ಟಿ ಮತ್ತಿನ ಗುಡ್ಡಗಾಡುಗಳಲ್ಲಿ ಅಳಕೆ ನೆಡುವುದು, ನೀರುಣಿಸು, ಬೇಲಿ ಮತ್ತೆ ಕಾಣುವ ನಿಖಸುವೆದೆದರೆ ಅದರ ಮಾನಸಿಕ ಮಾಡಿದೆಕಾರ ಕೆಲಸವೆ ಹೊಂದು ವಾಟು ಕಟ್ಟಿಕೊಂಡು ಮಾಡುವತಾಡ ಕೆಲಸಗಳ್ಳನ್ನೆ ಈ ತುಳಸಿ ಗೌಡ ಲಾಲಿಕೊಂಡು ವಾಲಿಸಿಕೊಂಡ ಬಂದ ರಾಶಿ. [299,890,573,1054]
article1-columns [300,129,1144,347]
paragraph: ಇವರ ಕಾರ್ಯಕ್ಷೇತ್ರೆ ಭಾಗಾವಾದರ ರಾಜ ಇರಲಿ, ವಾದದ ಎಲು ದಿನಮೂ ನಾವು ಊಟ ಮಾಡುತ್ತೇವಾಪ್ಪ, ನಾವು ಊಟಕ್ಕೆ ರಣೆ ಉಂಡೆ ? ಹಾಗೇಂದೆ ಗಿಡಮರಗಳ ಸೇವೆಯನ್ನು ವಾದದ ಯಾಣ ದಿನ ಮಾಡಬೇಕೆಂಬುದು ಇವರ ಬದ್ಧತೆಯಾಗಿತ್ತು. [585,587,859,630]
article1-headline: ವೃಕ್ಷಮಾತೆ, ಪದ್ಮಶ್ರೀ ಪುರಸ್ಕೃತೆ ತುಳಸಿಗೌಡ ವಿಧಿವಶ [224,58,934,111]
paragraph: ನೀರುಣಿಸ ಬೇಕು.. ಹೀಗೆ ತುಳಸಿಗೌಡ ಅವರಿಗೆ ತಿಳಿಯದ ಸಂಗತಿಗಳೇ ಇಲ್ಲ. [942,129,1144,157]
paragraph: ಡಾ. ಯಲ್ಲಮ್ಮ ರೆಡ್ಡಿಯವರು ಅರಣ್ಯಾಧಿಕಾರಿಯಾಗಿದ್ದಾಗ ಈ ಅಜ್ಜಿಯ ನಿಸ್ವಾರ್ಥ ಸೇವೆಯನ್ನು ಗುರುತಿಸಿ ಅವರಸ್ತು ಅರಣ್ಯ ಇಲಾಖೆಯಲ್ಲಿ ಅವರನ್ನು ಸೇರಿಸಿಕೊಂಡು ನಿಯಮಿತ ಗೊಳಿಸಿದ್ದು ಅಷ್ಟಕ್ಕೆ ತನ್ನ ಕುಟುಂಬ ನಿಭಾಯಿಸಲು ಅನುಕೂಲವಾಯಿತು. ಇವರ ಅಷಾರ್ಗಿಸ ಜೀವನತಾವದಿಯಲ್ಲಿ ಸಿನಿಮಾ ಮಂದಿರಕ್ಕೆ ತೆರಳಿ ನೋಡಿದ ಮೊದಲ ಮತ್ತು ಕೊನೆಯ ಒಂದೇ ಒಂದು ಸಿನಿಮಾ ಅಂದರೆ ಅದು ಗಂಧದ ಗುಡಿ. ಅದರ ಬಳಿಕ ಈ ತುಳಸಿಯಜ್ಜಿಯ ಪರ್ಯಾಯ ಕಥೆಯನ್ನೆ ಕೊಳ್ಳ ಕಾಡಿನ ಸಾಹಸಗಾಥೆಯನ್ನು ಸಿನಿಮಾ ಮಾಡಿದರೆ ಅದು ನೋಡುಗರಿಗೆ ರೋಚಕವಾಗಿದೆ. [585,1058,859,1161]
